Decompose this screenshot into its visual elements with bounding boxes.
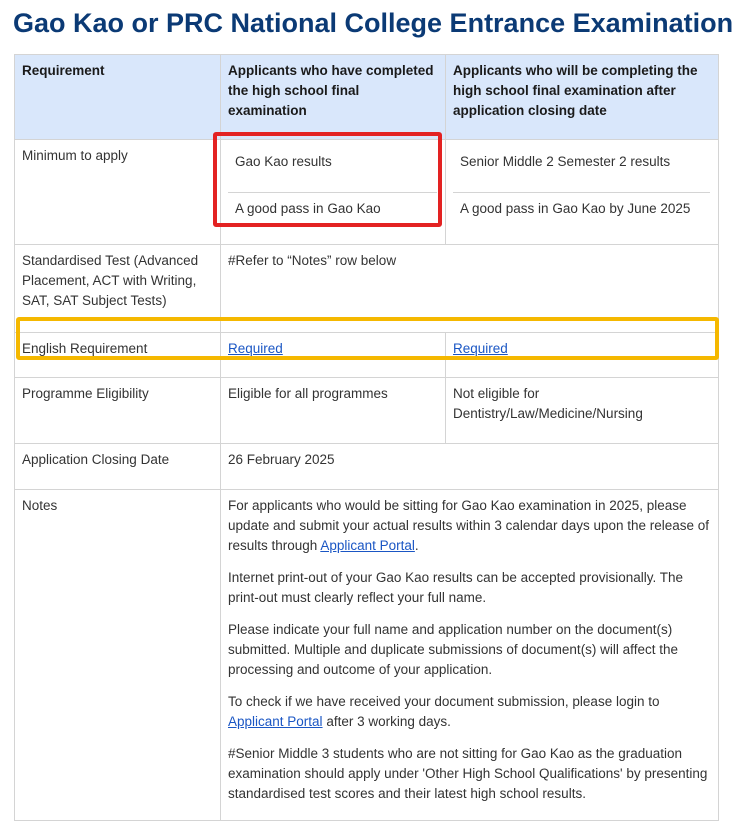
notes-paragraph-3: Please indicate your full name and application number on the document(s) submitted. Multiple and duplicate submissions of document(s) will affect the processing and outcome of your application. (228, 622, 678, 677)
minimum-label: Minimum to apply (15, 140, 221, 245)
minimum-completed-results: Gao Kao results (235, 154, 332, 169)
header-requirement: Requirement (15, 55, 221, 140)
notes-paragraph-2: Internet print-out of your Gao Kao results can be accepted provisionally. The print-out must clearly reflect your full name. (228, 570, 684, 605)
row-programme-eligibility (15, 378, 719, 444)
programme-completed: Eligible for all programmes (221, 378, 446, 444)
closing-value: 26 February 2025 (221, 444, 719, 490)
minimum-upcoming-results: Senior Middle 2 Semester 2 results (460, 154, 671, 169)
minimum-completed-pass: A good pass in Gao Kao (228, 192, 437, 238)
english-upcoming-required-link[interactable]: Required (453, 341, 508, 356)
minimum-completed-cell (221, 140, 446, 245)
english-upcoming-cell (446, 333, 719, 378)
table-header-row (15, 55, 719, 140)
standardised-value: #Refer to “Notes” row below (221, 245, 719, 333)
notes-paragraph-1: For applicants who would be sitting for Gao Kao examination in 2025, please update and submit your actual results within 3 calendar days upon the release of results through Applicant Portal. (228, 498, 710, 553)
page-title: Gao Kao or PRC National College Entrance Examination (13, 8, 734, 38)
row-application-closing-date (15, 444, 719, 490)
applicant-portal-link-1[interactable]: Applicant Portal (320, 538, 415, 553)
row-notes (15, 490, 719, 821)
minimum-upcoming-cell (446, 140, 719, 245)
row-minimum-to-apply (15, 140, 719, 245)
standardised-label: Standardised Test (Advanced Placement, ACT with Writing, SAT, SAT Subject Tests) (15, 245, 221, 333)
closing-label: Application Closing Date (15, 444, 221, 490)
minimum-upcoming-pass: A good pass in Gao Kao by June 2025 (453, 192, 710, 238)
programme-upcoming: Not eligible for Dentistry/Law/Medicine/Nursing (446, 378, 719, 444)
applicant-portal-link-2[interactable]: Applicant Portal (228, 714, 323, 729)
english-completed-required-link[interactable]: Required (228, 341, 283, 356)
row-english-requirement (15, 333, 719, 378)
row-standardised-test (15, 245, 719, 333)
english-label: English Requirement (15, 333, 221, 378)
notes-paragraph-4: To check if we have received your document submission, please login to Applicant Portal after 3 working days. (228, 694, 660, 729)
header-completed: Applicants who have completed the high school final examination (221, 55, 446, 140)
programme-label: Programme Eligibility (15, 378, 221, 444)
notes-label: Notes (15, 490, 221, 821)
requirements-table (14, 54, 719, 821)
notes-cell (221, 490, 719, 821)
notes-paragraph-5: #Senior Middle 3 students who are not sitting for Gao Kao as the graduation examination should apply under 'Other High School Qualifications' by presenting standardised test scores and their latest high school results. (228, 746, 708, 801)
english-completed-cell (221, 333, 446, 378)
header-upcoming: Applicants who will be completing the high school final examination after application closing date (446, 55, 719, 140)
